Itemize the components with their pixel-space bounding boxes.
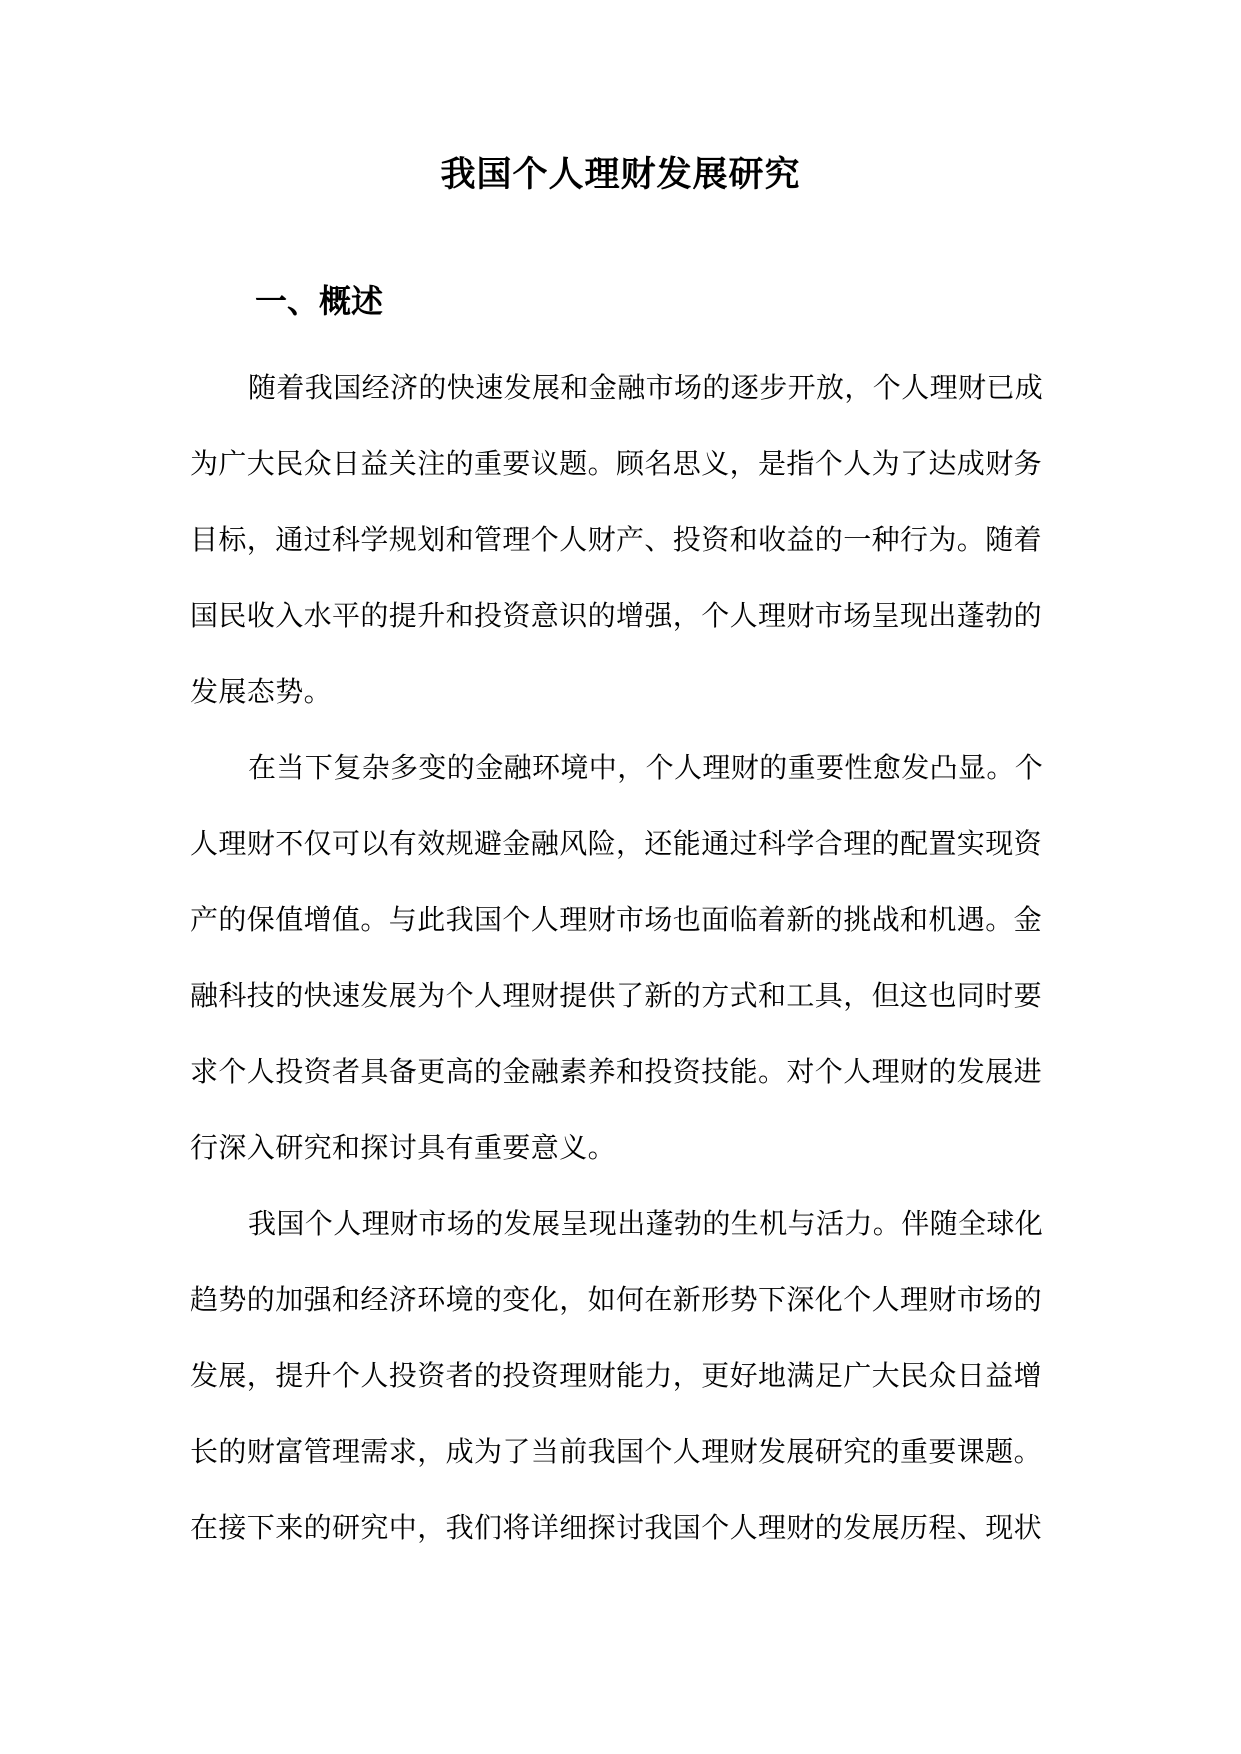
text-line: 发展，提升个人投资者的投资理财能力，更好地满足广大民众日益增 [190, 1359, 1043, 1392]
text-line: 在接下来的研究中，我们将详细探讨我国个人理财的发展历程、现状 [190, 1511, 1043, 1544]
paragraph-3 [190, 1198, 1070, 1578]
text-line: 人理财不仅可以有效规避金融风险，还能通过科学合理的配置实现资 [190, 827, 1043, 860]
text-line: 行深入研究和探讨具有重要意义。 [190, 1131, 617, 1164]
text-line: 趋势的加强和经济环境的变化，如何在新形势下深化个人理财市场的 [190, 1283, 1043, 1316]
text-line: 国民收入水平的提升和投资意识的增强，个人理财市场呈现出蓬勃的 [190, 599, 1043, 632]
text-line: 长的财富管理需求，成为了当前我国个人理财发展研究的重要课题。 [190, 1435, 1043, 1468]
text-line: 为广大民众日益关注的重要议题。顾名思义，是指个人为了达成财务 [190, 447, 1043, 480]
text-line: 随着我国经济的快速发展和金融市场的逐步开放，个人理财已成 [248, 371, 1044, 404]
text-line: 在当下复杂多变的金融环境中，个人理财的重要性愈发凸显。个 [248, 751, 1044, 784]
text-line: 目标，通过科学规划和管理个人财产、投资和收益的一种行为。随着 [190, 523, 1043, 556]
text-line: 求个人投资者具备更高的金融素养和投资技能。对个人理财的发展进 [190, 1055, 1043, 1088]
section-heading: 一、概述 [255, 282, 384, 320]
paragraph-2 [190, 742, 1070, 1198]
paragraph-1 [190, 362, 1070, 742]
text-line: 融科技的快速发展为个人理财提供了新的方式和工具，但这也同时要 [190, 979, 1043, 1012]
text-line: 产的保值增值。与此我国个人理财市场也面临着新的挑战和机遇。金 [190, 903, 1043, 936]
text-line: 发展态势。 [190, 675, 333, 708]
text-line: 我国个人理财市场的发展呈现出蓬勃的生机与活力。伴随全球化 [248, 1207, 1044, 1240]
document-title: 我国个人理财发展研究 [440, 155, 801, 195]
body-text [190, 362, 1070, 1578]
